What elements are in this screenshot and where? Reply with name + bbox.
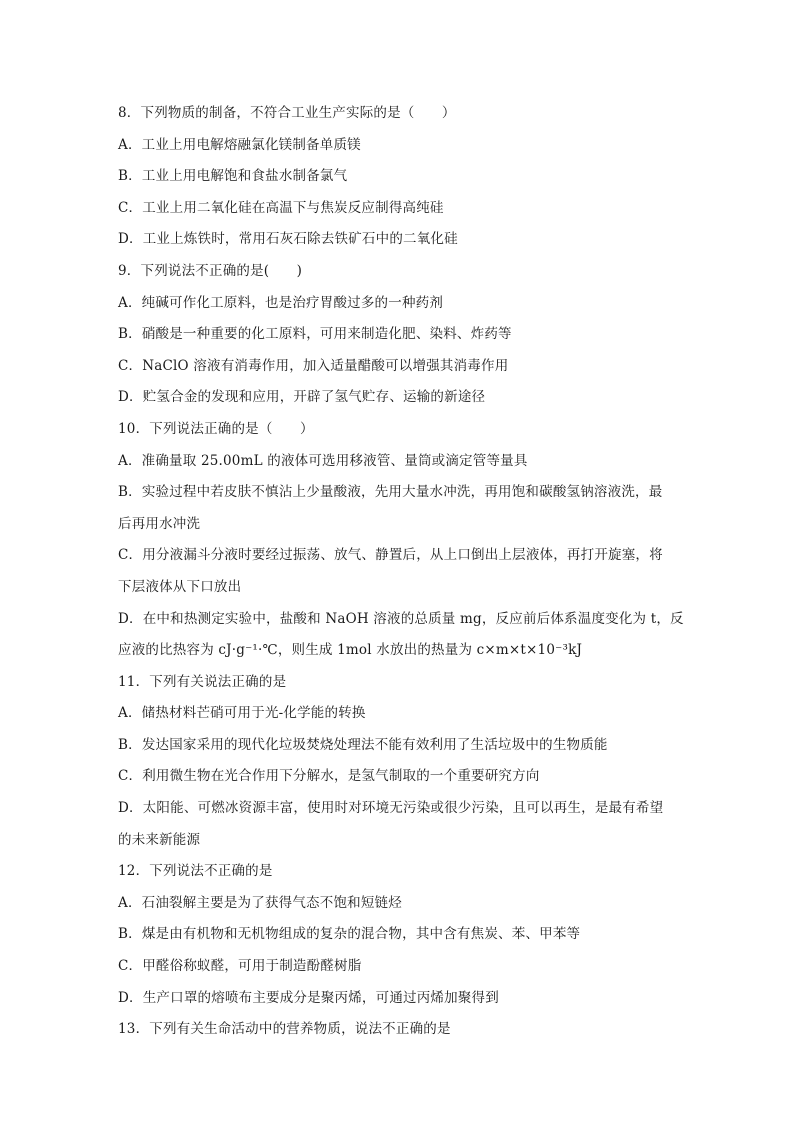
question-9-option-d: D．贮氢合金的发现和应用，开辟了氢气贮存、运输的新途径 (118, 389, 486, 406)
question-13-stem: 13．下列有关生命活动中的营养物质，说法不正确的是 (118, 1021, 451, 1038)
question-10-stem: 10．下列说法正确的是（ ） (118, 420, 314, 437)
question-10-option-c-cont: 下层液体从下口放出 (118, 578, 242, 595)
question-11-stem: 11．下列有关说法正确的是 (118, 673, 287, 690)
question-8-option-b: B．工业上用电解饱和食盐水制备氯气 (118, 168, 348, 185)
question-8-option-c: C．工业上用二氧化硅在高温下与焦炭反应制得高纯硅 (118, 199, 444, 216)
question-11-option-b: B．发达国家采用的现代化垃圾焚烧处理法不能有效利用了生活垃圾中的生物质能 (118, 736, 608, 753)
question-8-option-d: D．工业上炼铁时，常用石灰石除去铁矿石中的二氧化硅 (118, 231, 458, 248)
question-8-option-a: A．工业上用电解熔融氯化镁制备单质镁 (118, 136, 361, 153)
exam-page (118, 98, 684, 1046)
question-12-option-d: D．生产口罩的熔喷布主要成分是聚丙烯，可通过丙烯加聚得到 (118, 989, 499, 1006)
question-9-stem: 9．下列说法不正确的是( ) (118, 262, 303, 279)
question-10-option-a: A．准确量取 25.00mL 的液体可选用移液管、量筒或滴定管等量具 (118, 452, 528, 469)
question-11-option-d-cont: 的未来新能源 (118, 831, 201, 848)
question-12-option-a: A．石油裂解主要是为了获得气态不饱和短链烃 (118, 894, 402, 911)
question-10-option-d: D．在中和热测定实验中，盐酸和 NaOH 溶液的总质量 mg，反应前后体系温度变化为 t，反 (118, 610, 684, 627)
question-10-option-d-cont: 应液的比热容为 cJ·g⁻¹·℃，则生成 1mol 水放出的热量为 c×m×t×10⁻³kJ (118, 642, 583, 659)
question-10-option-b: B．实验过程中若皮肤不慎沾上少量酸液，先用大量水冲洗，再用饱和碳酸氢钠溶液洗，最 (118, 484, 663, 501)
question-11-option-a: A．储热材料芒硝可用于光-化学能的转换 (118, 705, 366, 722)
question-9-option-b: B．硝酸是一种重要的化工原料，可用来制造化肥、染料、炸药等 (118, 326, 512, 343)
question-12-stem: 12．下列说法不正确的是 (118, 863, 273, 880)
question-11-option-d: D．太阳能、可燃冰资源丰富，使用时对环境无污染或很少污染，且可以再生，是最有希望 (118, 800, 664, 817)
question-10-option-c: C．用分液漏斗分液时要经过振荡、放气、静置后，从上口倒出上层液体，再打开旋塞，将 (118, 547, 663, 564)
question-9-option-c: C．NaClO 溶液有消毒作用，加入适量醋酸可以增强其消毒作用 (118, 357, 509, 374)
question-9-option-a: A．纯碱可作化工原料，也是治疗胃酸过多的一种药剂 (118, 294, 444, 311)
question-8-stem: 8．下列物质的制备，不符合工业生产实际的是（ ） (118, 105, 456, 121)
question-12-option-c: C．甲醛俗称蚁醛，可用于制造酚醛树脂 (118, 958, 362, 975)
question-11-option-c: C．利用微生物在光合作用下分解水，是氢气制取的一个重要研究方向 (118, 768, 540, 785)
question-10-option-b-cont: 后再用水冲洗 (118, 515, 201, 532)
question-12-option-b: B．煤是由有机物和无机物组成的复杂的混合物，其中含有焦炭、苯、甲苯等 (118, 926, 581, 943)
